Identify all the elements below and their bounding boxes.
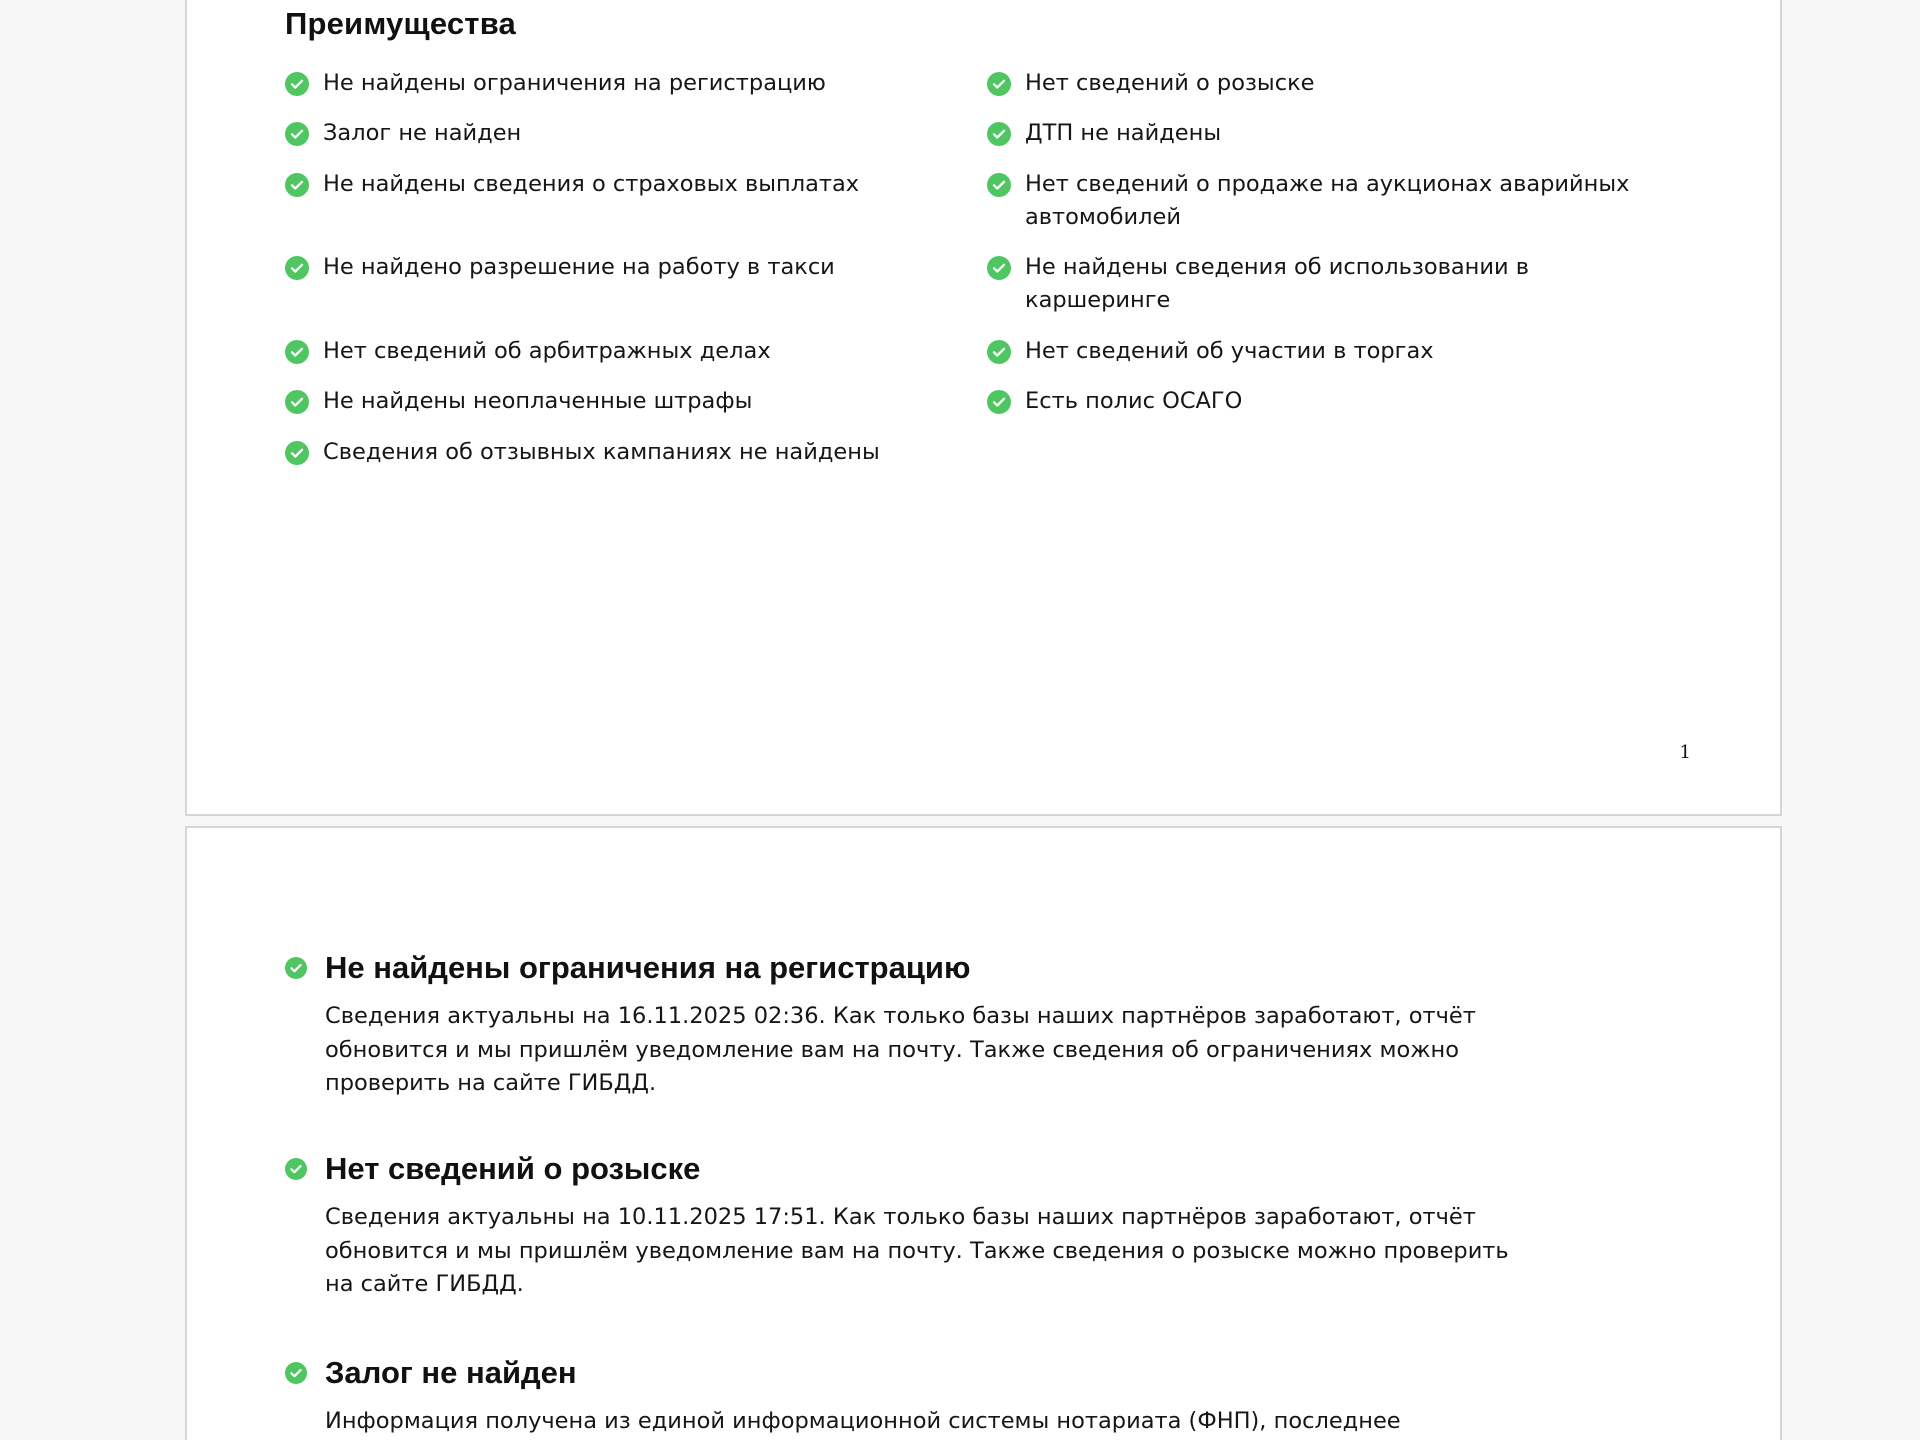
- advantage-label: Нет сведений об арбитражных делах: [323, 338, 771, 364]
- detail-body-line: на сайте ГИБДД.: [325, 1271, 524, 1297]
- advantage-label: Нет сведений о продаже на аукционах аварийных автомобилей: [1025, 171, 1630, 230]
- advantage-item: [285, 388, 943, 418]
- check-circle-icon: [987, 340, 1011, 364]
- detail-body-line: Сведения актуальны на 10.11.2025 17:51. Как только базы наших партнёров заработают, отчёт: [325, 1204, 1476, 1230]
- advantage-label: Залог не найден: [323, 120, 522, 146]
- advantage-label: Сведения об отзывных кампаниях не найдены: [323, 439, 880, 465]
- advantage-item: [285, 120, 943, 150]
- advantage-label: Не найдены сведения о страховых выплатах: [323, 171, 860, 197]
- detail-title: Залог не найден: [325, 1355, 577, 1390]
- page-number: 1: [1679, 742, 1691, 763]
- advantage-item: [987, 171, 1665, 234]
- check-circle-icon: [987, 173, 1011, 197]
- advantage-label: ДТП не найдены: [1025, 120, 1222, 146]
- check-circle-icon: [285, 122, 309, 146]
- advantage-item: [987, 70, 1665, 100]
- check-circle-icon: [285, 1158, 307, 1180]
- detail-body-line: обновится и мы пришлём уведомление вам на почту. Также сведения о розыске можно проверить: [325, 1237, 1509, 1264]
- check-circle-icon: [285, 173, 309, 197]
- advantage-item: [285, 338, 943, 368]
- advantages-list: [285, 0, 1735, 682]
- detail-header: [285, 1149, 1685, 1189]
- check-circle-icon: [285, 390, 309, 414]
- advantage-label: Не найдено разрешение на работу в такси: [323, 254, 835, 280]
- advantage-item: [987, 254, 1585, 317]
- detail-section: [285, 948, 1685, 1101]
- detail-body-line: Сведения актуальны на 16.11.2025 02:36. Как только базы наших партнёров заработают, отчёт: [325, 1003, 1476, 1029]
- advantage-label: Нет сведений о розыске: [1025, 70, 1315, 96]
- detail-title: Не найдены ограничения на регистрацию: [325, 950, 971, 985]
- check-circle-icon: [285, 957, 307, 979]
- advantage-item: [285, 70, 943, 100]
- check-circle-icon: [285, 1362, 307, 1384]
- detail-section: [285, 1149, 1685, 1302]
- page-2: [185, 826, 1782, 1440]
- advantage-label: Нет сведений об участии в торгах: [1025, 338, 1434, 364]
- detail-body: [325, 1201, 1685, 1302]
- page-1: [185, 0, 1782, 816]
- section-title: Преимущества: [285, 6, 516, 41]
- check-circle-icon: [285, 256, 309, 280]
- advantage-item: [987, 338, 1665, 368]
- advantage-label: Есть полис ОСАГО: [1025, 388, 1243, 414]
- check-circle-icon: [987, 72, 1011, 96]
- check-circle-icon: [285, 441, 309, 465]
- check-circle-icon: [285, 340, 309, 364]
- detail-body: [325, 1405, 1685, 1439]
- advantage-item: [987, 120, 1665, 150]
- advantage-label: Не найдены ограничения на регистрацию: [323, 70, 826, 96]
- detail-body-line: обновится и мы пришлём уведомление вам на почту. Также сведения об ограничениях можно: [325, 1036, 1459, 1063]
- detail-header: [285, 948, 1685, 988]
- detail-body-line: Информация получена из единой информационной системы нотариата (ФНП), последнее: [325, 1408, 1401, 1434]
- detail-body: [325, 1000, 1685, 1101]
- detail-title: Нет сведений о розыске: [325, 1151, 701, 1186]
- advantage-item: [285, 171, 943, 201]
- check-circle-icon: [285, 72, 309, 96]
- advantage-item: [285, 254, 943, 284]
- check-circle-icon: [987, 256, 1011, 280]
- advantage-item: [987, 388, 1665, 418]
- advantage-label: Не найдены сведения об использовании в каршеринге: [1025, 254, 1530, 313]
- advantage-item: [285, 439, 943, 469]
- detail-section: [285, 1353, 1685, 1439]
- detail-body-line: проверить на сайте ГИБДД.: [325, 1070, 657, 1096]
- check-circle-icon: [987, 390, 1011, 414]
- check-circle-icon: [987, 122, 1011, 146]
- detail-header: [285, 1353, 1685, 1393]
- advantage-label: Не найдены неоплаченные штрафы: [323, 388, 753, 414]
